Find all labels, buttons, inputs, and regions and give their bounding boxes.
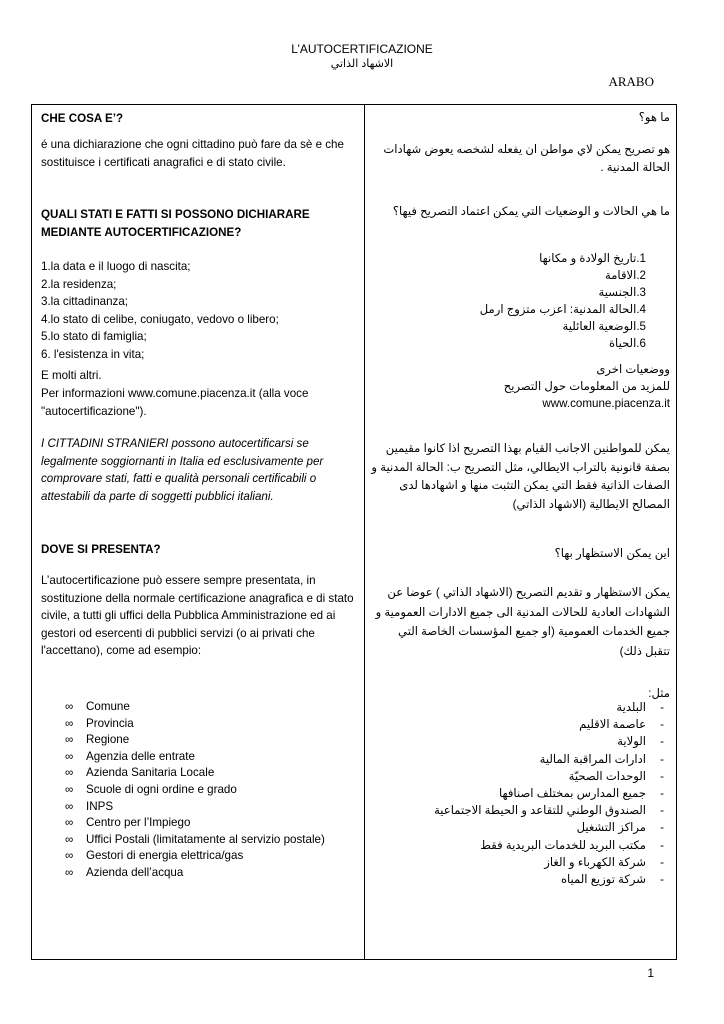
states-list-item: 2.الاقامة [604, 269, 646, 282]
dash-bullet: - [660, 804, 664, 818]
infinity-bullet-icon: ∞ [65, 849, 74, 863]
question-which-states-arabic: ما هي الحالات و الوضعيات التي يمكن اعتماد التصريح فيها؟ [392, 205, 670, 218]
infinity-bullet-icon: ∞ [65, 766, 74, 780]
infinity-bullet-icon: ∞ [65, 716, 74, 730]
document-title: L’AUTOCERTIFICAZIONE [291, 42, 433, 56]
list-item: ∞ Uffici Postali (limitatamente al servizio postale) [41, 832, 359, 849]
foreign-citizens-text: I CITTADINI STRANIERI possono autocertificarsi se legalmente soggiornanti in Italia ed esclusivamente per comprovare stati, fatti e qualità personali certificabili o attestabili da parte di soggetti pubblici italiani. [41, 437, 324, 503]
list-item: ∞ Azienda dell’acqua [41, 865, 359, 882]
list-item: - عاصمة الاقليم [370, 716, 670, 733]
list-item: - الولاية [370, 733, 670, 750]
answer-where-arabic: يمكن الاستظهار و تقديم التصريح (الاشهاد الذاتي ) عوضا عن الشهادات العادية للحالات المدنية الى جميع الادارات العمومية و جميع الخدمات العمومية (او جميع المؤسسات الخاصة التي تتقبل ذلك) [375, 586, 670, 658]
dash-bullet: - [660, 855, 664, 869]
question-what-is-it-arabic: ما هو؟ [638, 111, 670, 124]
list-item: ∞ Provincia [41, 716, 359, 733]
website-link[interactable]: www.comune.piacenza.it [542, 397, 670, 410]
states-list-item: 4.lo stato di celibe, coniugato, vedovo o libero; [41, 312, 279, 326]
infinity-bullet-icon: ∞ [65, 832, 74, 846]
column-divider [364, 105, 365, 959]
question-where-arabic: اين يمكن الاستظهار بها؟ [554, 547, 670, 560]
list-item: ∞ Gestori di energia elettrica/gas [41, 848, 359, 865]
list-item: - مراكز التشغيل [370, 819, 670, 836]
infinity-bullet-icon: ∞ [65, 700, 74, 713]
question-what-is-it: CHE COSA E’? [41, 112, 124, 125]
list-item: ∞ Regione [41, 732, 359, 749]
list-item: - البلدية [370, 699, 670, 716]
dash-bullet: - [660, 769, 664, 783]
states-list-item: 4.الحالة المدنية: اعزب متزوج ارمل [479, 303, 646, 316]
list-item: - جميع المدارس بمختلف اصنافها [370, 785, 670, 802]
dash-bullet: - [660, 821, 664, 835]
list-item: ∞ INPS [41, 799, 359, 816]
infinity-bullet-icon: ∞ [65, 782, 74, 796]
list-item: ∞ Centro per l’Impiego [41, 815, 359, 832]
infinity-bullet-icon: ∞ [65, 816, 74, 830]
states-list-item: 5.الوضعية العائلية [562, 320, 646, 333]
infinity-bullet-icon: ∞ [65, 799, 74, 813]
list-item: - الصندوق الوطني للتقاعد و الحيطة الاجتماعية [370, 802, 670, 819]
dash-bullet: - [660, 752, 664, 766]
foreign-citizens-text-arabic: يمكن للمواطنين الاجانب القيام بهذا التصريح اذا كانوا مقيمين بصفة قانونية بالتراب الايطالي، مثل التصريح ب: الحالة المدنية و الصفات الذاتية فقط التي يمكن التثبت منها و اشهادها لدى المصالح الايطالية (الاشهاد الذاتي) [371, 442, 670, 511]
list-item: ∞ Azienda Sanitaria Locale [41, 765, 359, 782]
states-list-item: 1.la data e il luogo di nascita; [41, 260, 191, 273]
states-list-item: 2.la residenza; [41, 277, 117, 291]
infinity-bullet-icon: ∞ [65, 865, 74, 879]
states-list-item: 6. l'esistenza in vita; [41, 347, 145, 361]
answer-where: L’autocertificazione può essere sempre presentata, in sostituzione della normale certificazione anagrafica e di stato civile, a tutti gli uffici della Pubblica Amministrazione ed ai gestori od esercenti di pubblici servizi (o ai privati che l'accettano), come ad esempio: [41, 574, 354, 657]
many-others-text: E molti altri. [41, 369, 102, 382]
answer-what-is-it: é una dichiarazione che ogni cittadino può fare da sè e che sostituisce i certificati anagrafici e di stato civile. [41, 138, 344, 169]
info-text: Per informazioni www.comune.piacenza.it (alla voce "autocertificazione"). [41, 387, 309, 418]
states-list-arabic [370, 250, 646, 352]
dash-bullet: - [660, 718, 664, 732]
offices-list [41, 699, 359, 882]
list-item: - مكتب البريد للخدمات البريدية فقط [370, 837, 670, 854]
question-which-states: QUALI STATI E FATTI SI POSSONO DICHIARARE MEDIANTE AUTOCERTIFICAZIONE? [41, 208, 310, 239]
page-number: 1 [647, 966, 654, 980]
list-item: - الوحدات الصحيّة [370, 768, 670, 785]
list-item: ∞ Scuole di ogni ordine e grado [41, 782, 359, 799]
answer-what-is-it-arabic: هو تصريح يمكن لاي مواطن ان يفعله لشخصه يعوض شهادات الحالة المدنية . [383, 143, 670, 174]
example-label-arabic: مثل: [648, 687, 670, 700]
dash-bullet: - [660, 838, 664, 852]
question-where: DOVE SI PRESENTA? [41, 543, 161, 556]
dash-bullet: - [660, 873, 664, 887]
states-list-item: 3.la cittadinanza; [41, 295, 129, 308]
many-others-text-arabic: ووضعيات اخرى [596, 363, 670, 376]
document-subtitle-arabic: الاشهاد الذاتي [330, 58, 394, 70]
states-list-item: 3.الجنسية [598, 286, 646, 299]
infinity-bullet-icon: ∞ [65, 733, 74, 747]
offices-list-arabic [370, 699, 670, 888]
list-item: ∞ Agenzia delle entrate [41, 749, 359, 766]
states-list-item: 6.الحياة [608, 337, 646, 350]
list-item: - شركة الكهرباء و الغاز [370, 854, 670, 871]
content-table [31, 104, 677, 960]
list-item: - شركة توزيع المياه [370, 871, 670, 888]
states-list-item: 5.lo stato di famiglia; [41, 330, 147, 343]
dash-bullet: - [660, 701, 664, 714]
info-text-arabic: للمزيد من المعلومات حول التصريح [503, 380, 670, 393]
dash-bullet: - [660, 735, 664, 749]
infinity-bullet-icon: ∞ [65, 749, 74, 763]
list-item: ∞ Comune [41, 699, 359, 716]
language-label: ARABO [608, 74, 654, 89]
list-item: - ادارات المراقبة المالية [370, 751, 670, 768]
states-list-item: 1.تاريخ الولادة و مكانها [539, 252, 646, 265]
dash-bullet: - [660, 787, 664, 801]
states-list [41, 258, 359, 363]
